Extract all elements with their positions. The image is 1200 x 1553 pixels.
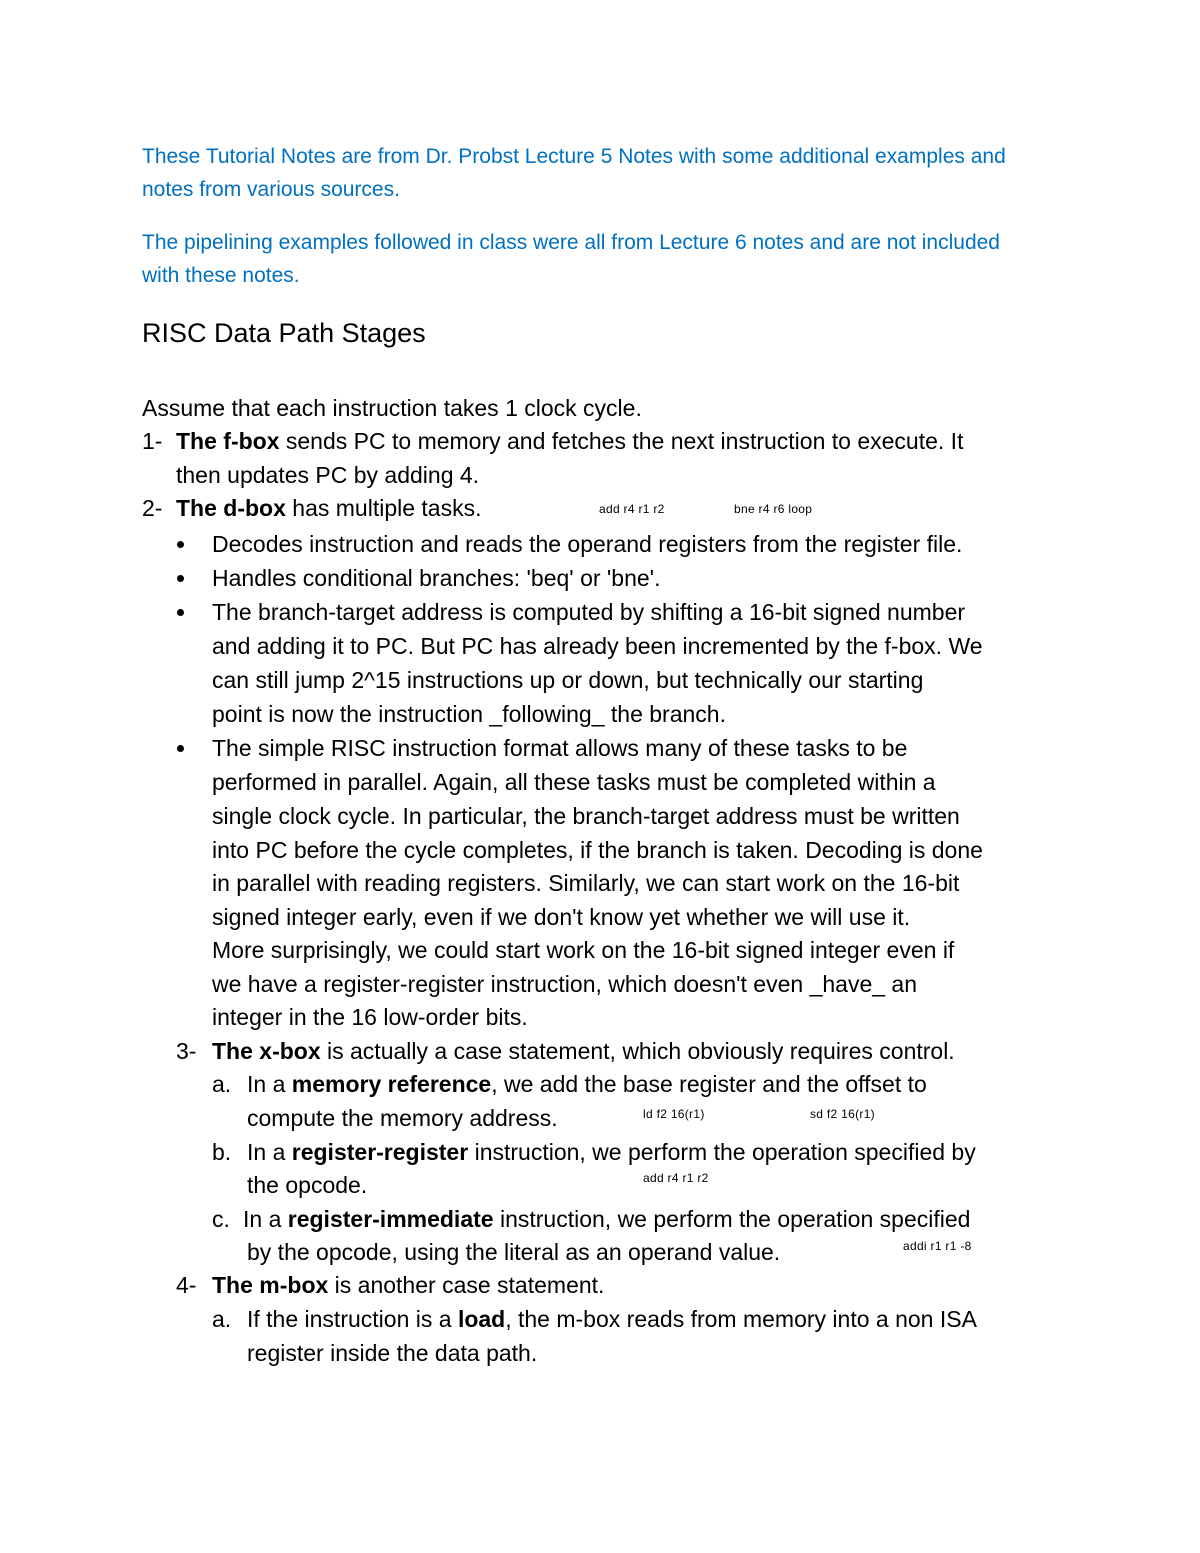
item-3a-letter: a. — [212, 1071, 232, 1097]
item-3a-post: , we add the base register and the offset to — [491, 1071, 927, 1097]
bullet-4-line-3: single clock cycle. In particular, the branch-target address must be written — [212, 803, 960, 829]
bullet-4-line-7: More surprisingly, we could start work on the 16-bit signed integer even if — [212, 937, 955, 963]
item-3c-bold: register-immediate — [287, 1206, 494, 1232]
item-3c-line-2: by the opcode, using the literal as an operand value. — [247, 1239, 781, 1265]
item-4-number: 4- — [176, 1272, 197, 1298]
item-3a-example-1: ld f2 16(r1) — [643, 1107, 705, 1121]
item-3a-example-2: sd f2 16(r1) — [810, 1107, 875, 1121]
bullet-4-line-4: into PC before the cycle completes, if the branch is taken. Decoding is done — [212, 837, 983, 863]
bullet-4-line-2: performed in parallel. Again, all these tasks must be completed within a — [212, 769, 936, 795]
item-2-number: 2- — [142, 495, 163, 521]
item-3b-post: instruction, we perform the operation specified by — [468, 1139, 976, 1165]
bullet-1-text: Decodes instruction and reads the operand registers from the register file. — [212, 531, 963, 557]
item-3a-bold: memory reference — [291, 1071, 492, 1097]
item-1-line-1 — [176, 424, 963, 458]
item-1-text: sends PC to memory and fetches the next instruction to execute. It — [279, 428, 964, 454]
item-2-example-1: add r4 r1 r2 — [599, 502, 665, 516]
item-4a-bold: load — [457, 1306, 506, 1332]
item-3b-bold: register-register — [291, 1139, 469, 1165]
item-3c-letter: c. — [212, 1206, 230, 1232]
item-4a-pre: If the instruction is a — [247, 1306, 458, 1332]
item-4a-line-2: register inside the data path. — [247, 1340, 538, 1366]
item-3a-line-2: compute the memory address. — [247, 1105, 558, 1131]
bullet-3-dot — [177, 609, 184, 616]
item-3-line-1 — [212, 1034, 955, 1068]
item-3-text: is actually a case statement, which obviously requires control. — [320, 1038, 955, 1064]
item-4a-line-1 — [247, 1302, 977, 1336]
item-3c-line-1 — [243, 1202, 970, 1236]
item-2-line-1 — [176, 491, 481, 525]
bullet-4-line-6: signed integer early, even if we don't know yet whether we will use it. — [212, 904, 911, 930]
item-3b-pre: In a — [247, 1139, 292, 1165]
item-2-text: has multiple tasks. — [285, 495, 482, 521]
item-4a-post: , the m-box reads from memory into a non ISA — [505, 1306, 977, 1332]
item-4-bold: The m-box — [212, 1272, 329, 1298]
bullet-4-line-8: we have a register-register instruction, which doesn't even _have_ an — [212, 971, 918, 997]
intro-p2-line2: with these notes. — [142, 264, 300, 287]
item-4a-letter: a. — [212, 1306, 232, 1332]
bullet-4-dot — [177, 745, 184, 752]
intro-p2-line1: The pipelining examples followed in class were all from Lecture 6 notes and are not included — [142, 231, 1000, 254]
bullet-4-line-1: The simple RISC instruction format allows many of these tasks to be — [212, 735, 908, 761]
item-3b-line-2: the opcode. — [247, 1172, 368, 1198]
item-3-number: 3- — [176, 1038, 197, 1064]
bullet-1-dot — [177, 541, 184, 548]
item-4-text: is another case statement. — [328, 1272, 605, 1298]
item-3b-letter: b. — [212, 1139, 232, 1165]
item-3c-pre: In a — [243, 1206, 288, 1232]
intro-paragraph-1 — [142, 140, 1042, 206]
item-3a-pre: In a — [247, 1071, 292, 1097]
bullet-4-line-9: integer in the 16 low-order bits. — [212, 1004, 528, 1030]
item-3a-line-1 — [247, 1067, 927, 1101]
bullet-3-line-3: can still jump 2^15 instructions up or down, but technically our starting — [212, 667, 924, 693]
intro-paragraph-2 — [142, 226, 1042, 292]
item-2-bold: The d-box — [176, 495, 286, 521]
bullet-3-line-4: point is now the instruction _following_ the branch. — [212, 701, 726, 727]
item-3b-line-1 — [247, 1135, 976, 1169]
bullet-2-text: Handles conditional branches: 'beq' or 'bne'. — [212, 565, 661, 591]
item-3-bold: The x-box — [212, 1038, 321, 1064]
item-1-number: 1- — [142, 428, 163, 454]
bullet-3-line-2: and adding it to PC. But PC has already been incremented by the f-box. We — [212, 633, 983, 659]
section-heading: RISC Data Path Stages — [142, 318, 426, 348]
item-1-bold: The f-box — [176, 428, 280, 454]
bullet-3-line-1: The branch-target address is computed by shifting a 16-bit signed number — [212, 599, 966, 625]
assume-line: Assume that each instruction takes 1 clock cycle. — [142, 395, 642, 421]
intro-p1-line2: notes from various sources. — [142, 178, 400, 201]
bullet-2-dot — [177, 575, 184, 582]
bullet-4-line-5: in parallel with reading registers. Similarly, we can start work on the 16-bit — [212, 870, 960, 896]
intro-p1-line1: These Tutorial Notes are from Dr. Probst Lecture 5 Notes with some additional examples and — [142, 145, 1006, 168]
item-4-line-1 — [212, 1268, 604, 1302]
item-3c-example: addi r1 r1 -8 — [903, 1239, 972, 1253]
item-3b-example: add r4 r1 r2 — [643, 1171, 709, 1185]
item-3c-post: instruction, we perform the operation specified — [493, 1206, 971, 1232]
item-2-example-2: bne r4 r6 loop — [734, 502, 813, 516]
item-1-line-2: then updates PC by adding 4. — [176, 462, 480, 488]
